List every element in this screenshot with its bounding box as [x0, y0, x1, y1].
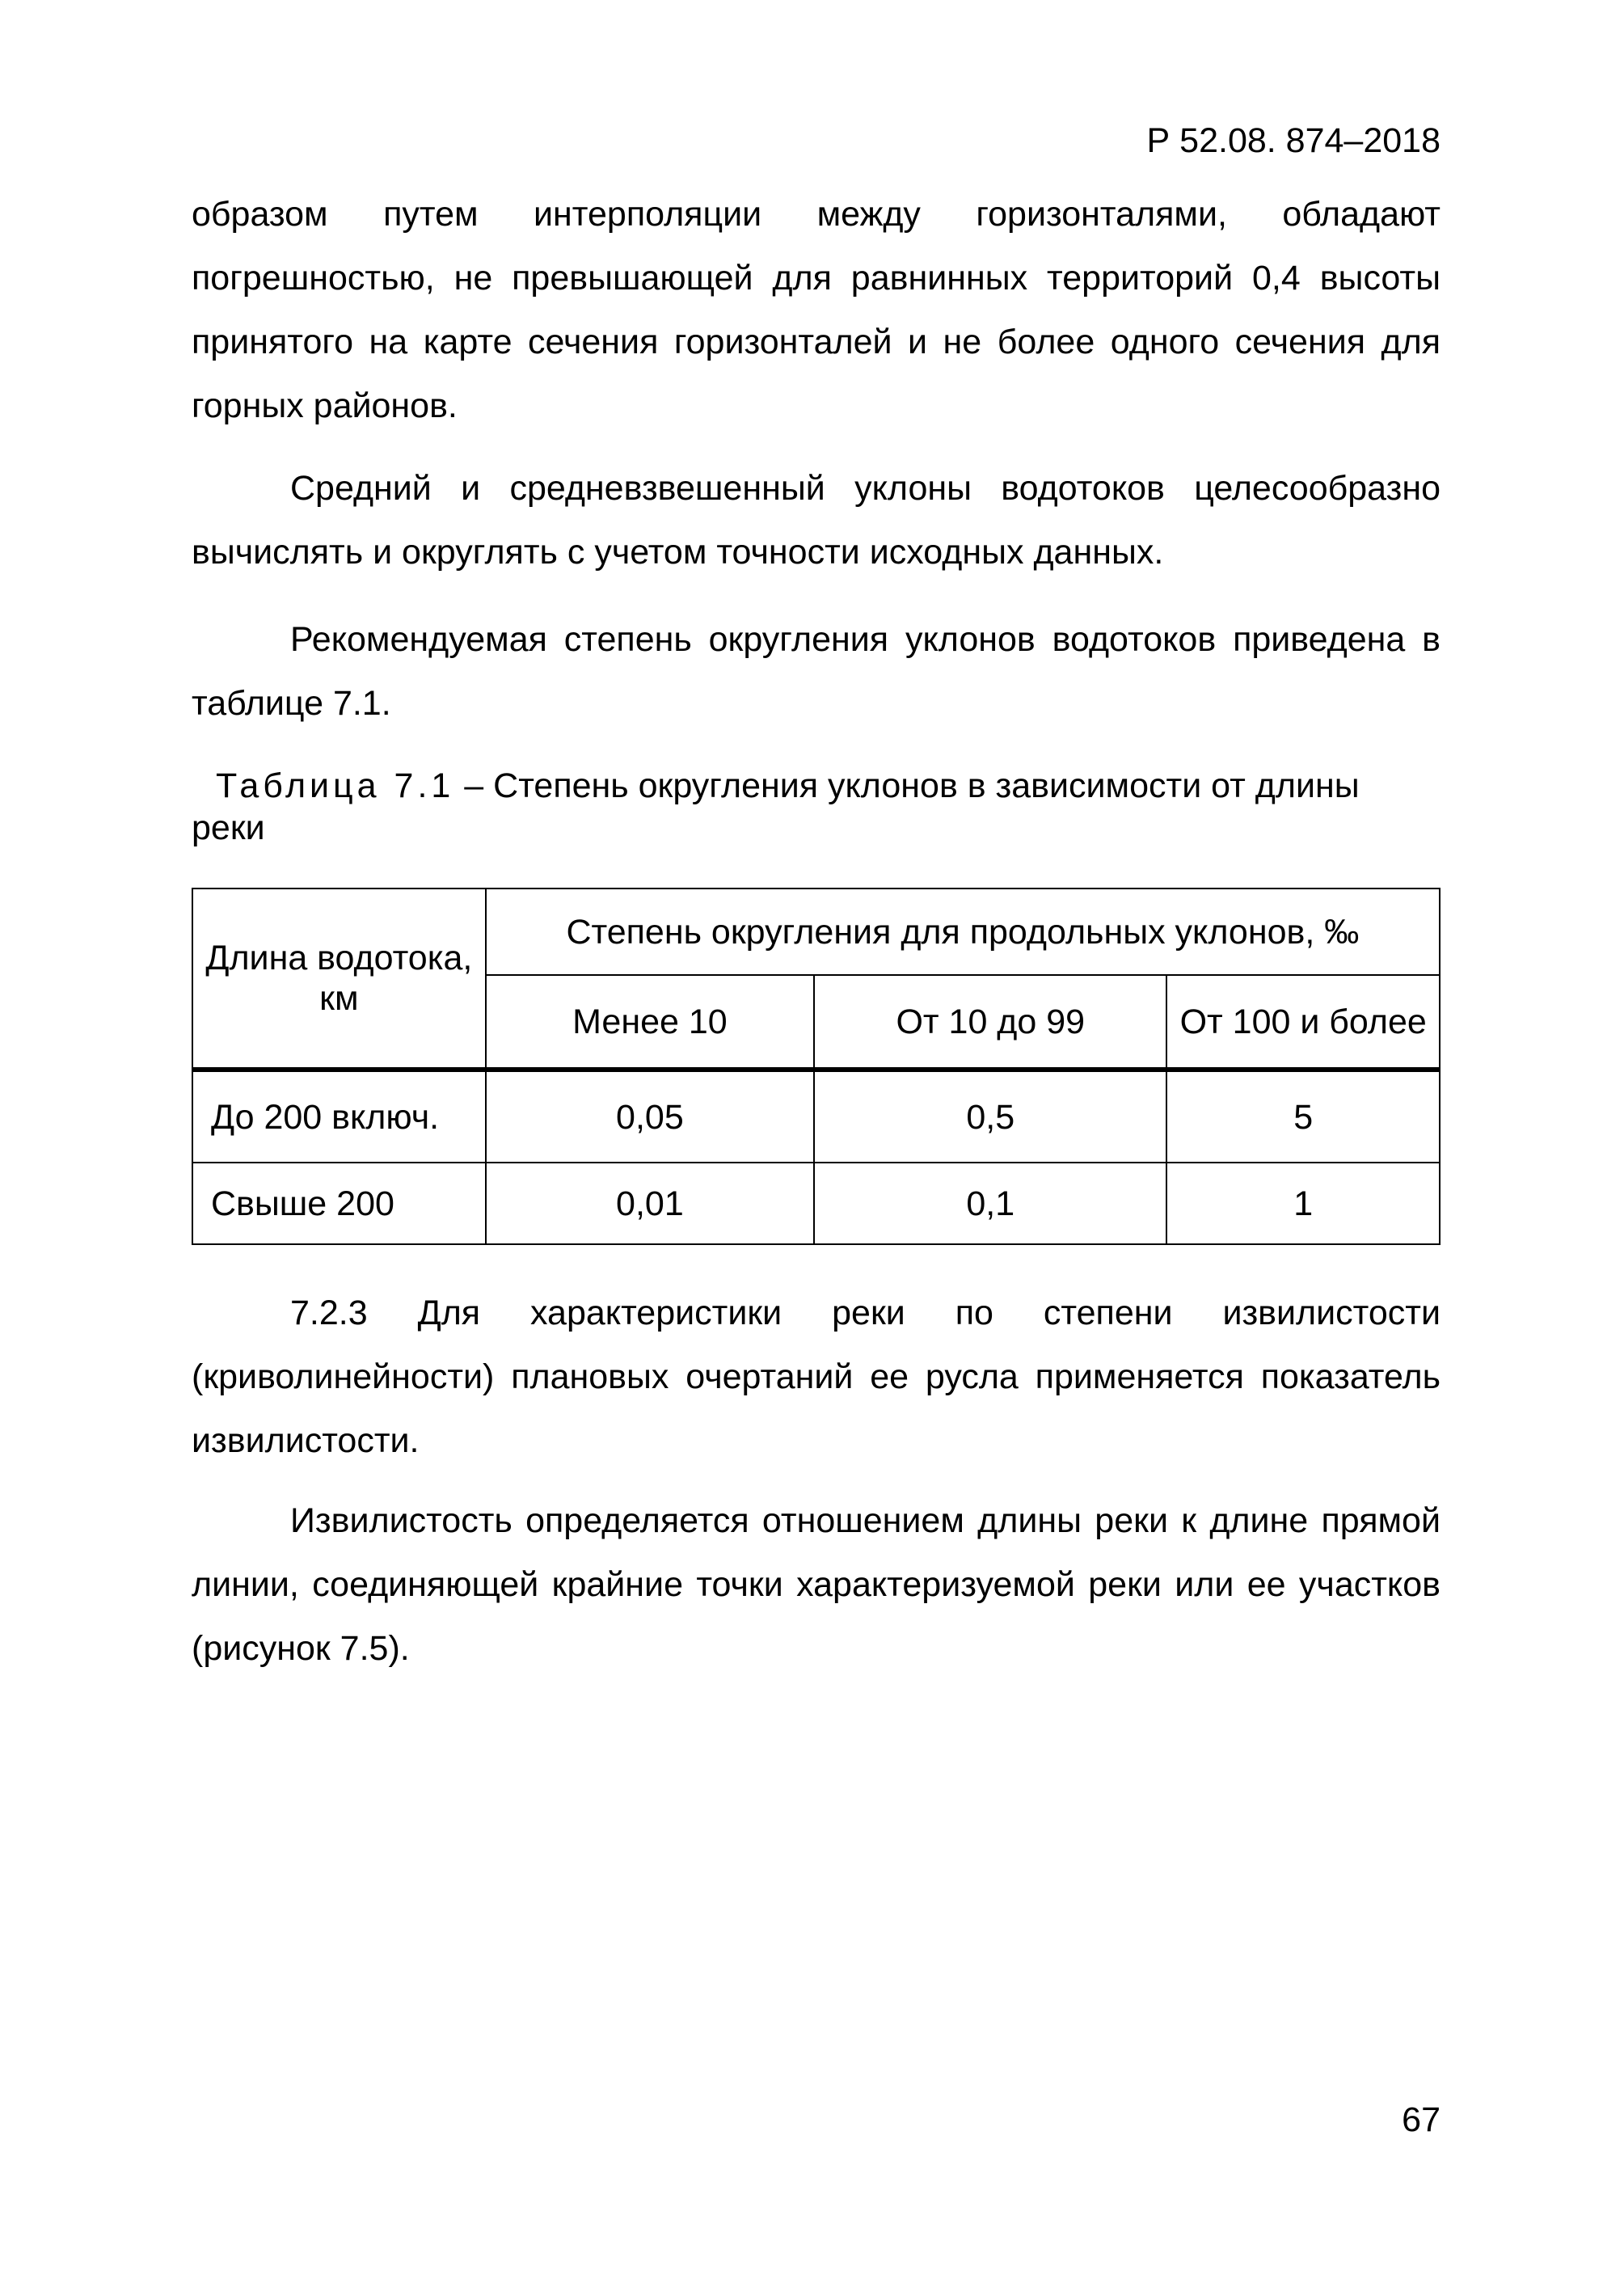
table-caption [192, 765, 1441, 849]
header-rounding-degree: Степень округления для продольных уклонов, ‰ [486, 889, 1440, 975]
paragraph-rounding: Рекомендуемая степень округления уклонов водотоков приведена в таблице 7.1. [192, 620, 1441, 723]
table-caption-label: Таблица 7.1 [216, 766, 455, 805]
header-length: Длина водотока, км [192, 889, 486, 1070]
paragraph-interpolation: образом путем интерполяции между горизонталями, обладают погрешностью, не превышающей для равнинных территорий 0,4 высоты принятого на карте сечения горизонталей и не более одного сечения для горных районов. [192, 195, 1441, 425]
table-cell: 0,1 [814, 1163, 1166, 1244]
header-sub-col: От 100 и более [1166, 975, 1440, 1070]
table-cell: 1 [1166, 1163, 1440, 1244]
paragraph-sinuosity-definition: Извилистость определяется отношением длины реки к длине прямой линии, соединяющей крайние точки характеризуемой реки или ее участков (рисунок 7.5). [192, 1501, 1441, 1668]
table-cell: 5 [1166, 1070, 1440, 1163]
header-sub-col: От 10 до 99 [814, 975, 1166, 1070]
document-code: Р 52.08. 874–2018 [1146, 121, 1441, 160]
row-label: До 200 включ. [192, 1070, 486, 1163]
row-label: Свыше 200 [192, 1163, 486, 1244]
header-sub-col: Менее 10 [486, 975, 814, 1070]
table-caption-text: – Степень округления уклонов в зависимости от длины реки [192, 766, 1360, 847]
table-cell: 0,05 [486, 1070, 814, 1163]
table-row [192, 1163, 1440, 1244]
table-cell: 0,5 [814, 1070, 1166, 1163]
table-row [192, 1070, 1440, 1163]
page-number: 67 [1402, 2100, 1441, 2139]
paragraph-sinuosity-section: 7.2.3 Для характеристики реки по степени извилистости (криволинейности) плановых очертаний ее русла применяется показатель извилистости. [192, 1294, 1441, 1460]
rounding-table [192, 888, 1441, 1245]
paragraph-slopes: Средний и средневзвешенный уклоны водотоков целесообразно вычислять и округлять с учетом точности исходных данных. [192, 469, 1441, 572]
table-cell: 0,01 [486, 1163, 814, 1244]
